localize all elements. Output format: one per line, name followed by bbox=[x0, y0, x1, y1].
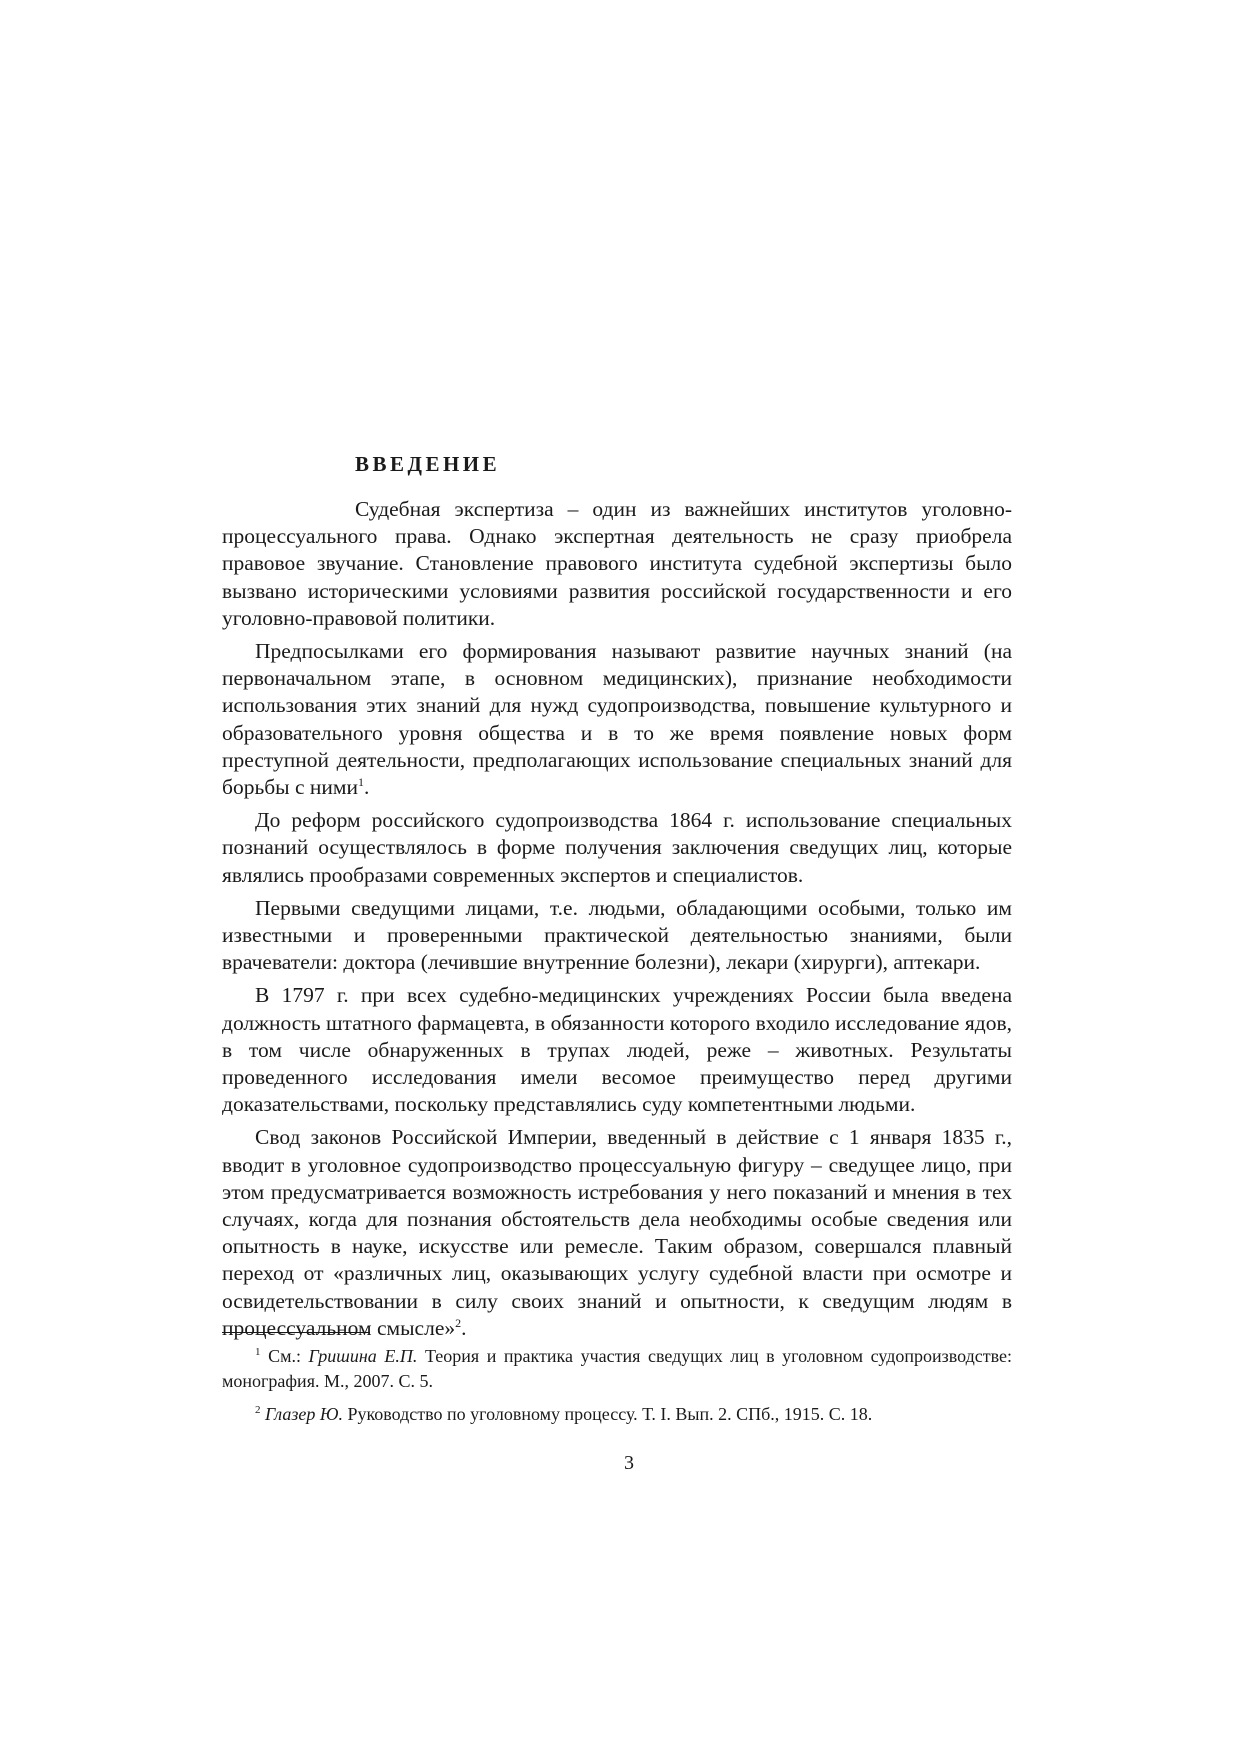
footnote bbox=[222, 1344, 1012, 1394]
footnote-text: Теория и практика участия сведущих лиц в уголовном судопроизводстве: монография. М., 2007. С. 5. bbox=[222, 1346, 1013, 1391]
paragraph: Предпосылками его формирования называют развитие научных знаний (на первоначальном этапе, в основном медицинских), признание необходимости использования этих знаний для нужд судопроизводства, повышение культурного и образовательного уровня общества и в то же время появление новых форм преступной деятельности, предполагающих использование специальных знаний для борьбы с ними$^1$. bbox=[222, 639, 1012, 800]
paragraph bbox=[222, 895, 1012, 977]
paragraph bbox=[222, 496, 1012, 632]
footnote-ref[interactable]: 1 bbox=[358, 774, 365, 789]
section-heading: ВВЕДЕНИЕ bbox=[355, 452, 501, 476]
footnote-text: Руководство по уголовному процессу. Т. I. Вып. 2. СПб., 1915. С. 18. bbox=[342, 1404, 873, 1424]
footnote-prefix: См.: bbox=[268, 1346, 309, 1366]
paragraph-text: Предпосылками его формирования называют развитие научных знаний (на первоначальном этапе, в основном медицинских), признание необходимости использования этих знаний для нужд судопроизводства, повышение культурного и образовательного уровня общества и в то же время появление новых форм преступной деятельности, предполагающих использование специальных знаний для борьбы с ними bbox=[222, 639, 1012, 800]
paragraph: Свод законов Российской Империи, введенный в действие с 1 января 1835 г., вводит в уголовное судопроизводство процессуальную фигуру – сведущее лицо, при этом предусматривается возможность истребования у него показаний и мнения в тех случаях, когда для познания обстоятельств дела необходимы особые сведения или опытность в науке, искусстве или ремесле. Таким образом, совершался плавный переход от «различных лиц, оказывающих услугу судебной власти при осмотре и освидетельствовании в силу своих знаний и опытности, к сведущим людям в процессуальном смысле»$^2$. bbox=[222, 1125, 1012, 1340]
paragraph bbox=[222, 982, 1012, 1118]
page-number: 3 bbox=[624, 1452, 634, 1474]
paragraph-text: В 1797 г. при всех судебно-медицинских учреждениях России была введена должность штатного фармацевта, в обязанности которого входило исследование ядов, в том числе обнаруженных в трупах людей, реже – животных. Результаты проведенного исследования имели весомое преимущество перед другими доказательствами, поскольку представлялись суду компетентными людьми. bbox=[222, 983, 1012, 1117]
paragraph-text: Свод законов Российской Империи, введенный в действие с 1 января 1835 г., вводит в уголовное судопроизводство процессуальную фигуру – сведущее лицо, при этом предусматривается возможность истребования у него показаний и мнения в тех случаях, когда для познания обстоятельств дела необходимы особые сведения или опытность в науке, искусстве или ремесле. Таким образом, совершался плавный переход от «различных лиц, оказывающих услугу судебной власти при осмотре и освидетельствовании в силу своих знаний и опытности, к сведущим людям в процессуальном смысле» bbox=[222, 1125, 1012, 1340]
footnote-author: Гришина Е.П. bbox=[308, 1346, 418, 1366]
footnote-mark: 2 bbox=[255, 1404, 261, 1416]
footnote-ref[interactable]: 2 bbox=[455, 1315, 462, 1330]
paragraph-text: До реформ российского судопроизводства 1864 г. использование специальных познаний осуществлялось в форме получения заключения сведущих лиц, которые являлись прообразами современных экспертов и специалистов. bbox=[222, 808, 1012, 887]
footnote bbox=[222, 1402, 1012, 1427]
paragraph-text: Судебная экспертиза – один из важнейших институтов уголовно-процессуального права. Однако экспертная деятельность не сразу приобрела правовое звучание. Становление правового института судебной экспертизы было вызвано историческими условиями развития российской государственности и его уголовно-правовой политики. bbox=[222, 497, 1012, 630]
footnotes bbox=[222, 1344, 1012, 1435]
body-text bbox=[222, 496, 1012, 1348]
footnote-author: Глазер Ю. bbox=[265, 1404, 343, 1424]
footnote-divider bbox=[222, 1332, 370, 1333]
footnote-mark: 1 bbox=[255, 1346, 261, 1358]
paragraph-text: Первыми сведущими лицами, т.е. людьми, обладающими особыми, только им известными и проверенными практической деятельностью знаниями, были врачеватели: доктора (лечившие внутренние болезни), лекари (хирурги), аптекари. bbox=[222, 895, 1012, 975]
paragraph bbox=[222, 807, 1012, 889]
